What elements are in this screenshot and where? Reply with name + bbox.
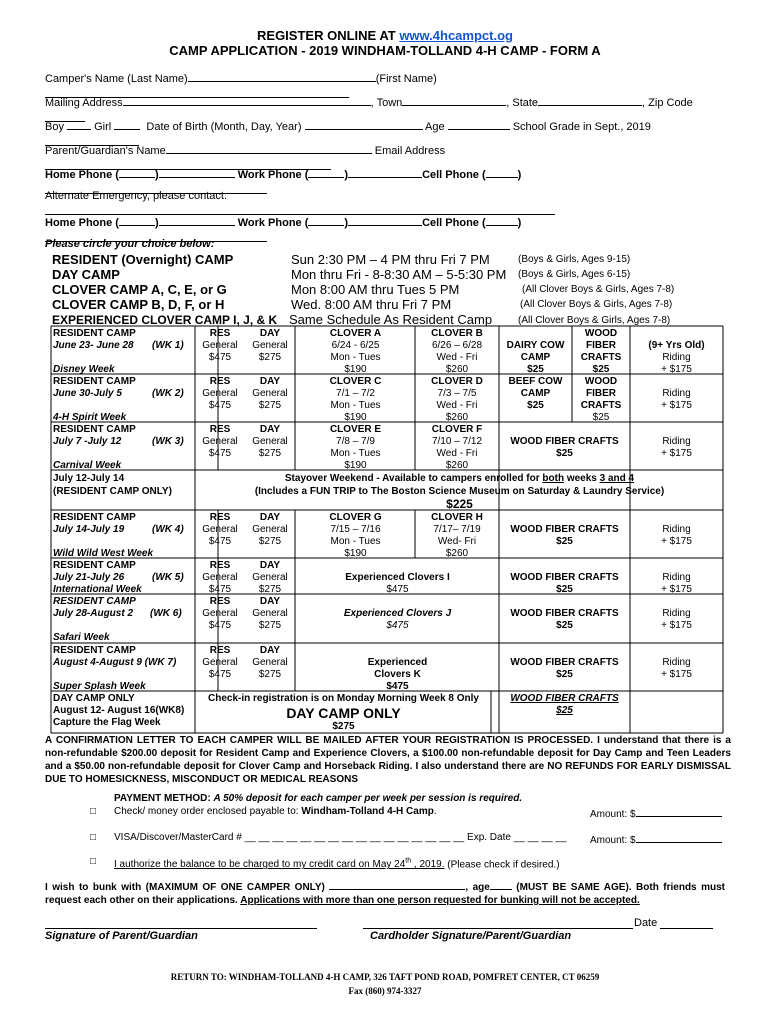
- address-row: Mailing Address , Town , State , Zip Code: [45, 94, 730, 126]
- wk7-theme: Super Splash Week: [53, 681, 146, 692]
- choice-clover-bdfh[interactable]: CLOVER CAMP B, D, F, or H: [52, 297, 225, 312]
- wk1-theme: Disney Week: [53, 364, 115, 375]
- clover-f-cell[interactable]: CLOVER F 7/10 – 7/12 Wed - Fri $260: [431, 424, 483, 471]
- bunk-friend-field[interactable]: [329, 880, 465, 890]
- wk3-number: (WK 3): [152, 436, 184, 447]
- phone-row-1: Home Phone ( ) Work Phone ( ) Cell Phone ( ): [45, 166, 730, 198]
- wk7-dates: August 4-August 9 (WK 7): [53, 657, 177, 668]
- check-option: Check/ money order enclosed payable to: Windham-Tolland 4-H Camp.: [114, 806, 437, 817]
- wood-fiber-cell-wk6[interactable]: WOOD FIBER CRAFTS $25: [510, 608, 619, 631]
- ages-clover-aceg: (All Clover Boys & Girls, Ages 7-8): [522, 284, 675, 295]
- register-link[interactable]: www.4hcampct.og: [399, 28, 513, 43]
- riding-cell-wk4[interactable]: Riding + $175: [661, 524, 692, 547]
- phone-row-2: Home Phone ( ) Work Phone ( ) Cell Phone ( ): [45, 214, 730, 246]
- return-address: RETURN TO: WINDHAM-TOLLAND 4-H CAMP, 326 TAFT POND ROAD, POMFRET CENTER, CT 06259: [170, 972, 600, 982]
- parent-signature-label: Signature of Parent/Guardian: [45, 930, 198, 942]
- day-cell-wk7[interactable]: DAY General $275: [252, 645, 288, 680]
- res-cell-wk7[interactable]: RES General $475: [202, 645, 238, 680]
- wk3-title: RESIDENT CAMP: [53, 424, 136, 435]
- wood-fiber-cell-wk1[interactable]: WOOD FIBER CRAFTS $25: [580, 328, 622, 375]
- beef-cow-cell[interactable]: BEEF COW CAMP $25: [508, 376, 563, 411]
- riding-cell-wk3[interactable]: Riding + $175: [661, 436, 692, 459]
- sched-experienced: Same Schedule As Resident Camp: [289, 312, 493, 327]
- sched-resident: Sun 2:30 PM – 4 PM thru Fri 7 PM: [291, 252, 490, 267]
- sched-day: Mon thru Fri - 8-8:30 AM – 5-5:30 PM: [291, 267, 507, 282]
- riding-cell-wk6[interactable]: Riding + $175: [661, 608, 692, 631]
- exp-clovers-j-cell[interactable]: Experienced Clovers J $475: [343, 608, 452, 631]
- checkin-note: Check-in registration is on Monday Morning Week 8 Only: [208, 693, 479, 704]
- card-checkbox[interactable]: □: [90, 832, 97, 843]
- res-cell-wk2[interactable]: RES General $475: [202, 376, 238, 411]
- riding-cell-wk7[interactable]: Riding + $175: [661, 657, 692, 680]
- bunk-age-field[interactable]: [490, 880, 512, 890]
- day-cell-wk5[interactable]: DAY General $275: [252, 560, 288, 595]
- wk4-theme: Wild Wild West Week: [53, 548, 154, 559]
- res-cell-wk5[interactable]: RES General $475: [202, 560, 238, 595]
- stayover-price[interactable]: $225: [446, 497, 473, 511]
- wood-fiber-cell-wk8[interactable]: WOOD FIBER CRAFTS $25: [510, 693, 619, 716]
- wk6-theme: Safari Week: [53, 632, 110, 643]
- stayover-dates: July 12-July 14: [53, 473, 125, 484]
- wk6-title: RESIDENT CAMP: [53, 596, 136, 607]
- clover-d-cell[interactable]: CLOVER D 7/3 – 7/5 Wed - Fri $260: [431, 376, 483, 423]
- wk1-number: (WK 1): [152, 340, 184, 351]
- wk8-dates: August 12- August 16(WK8): [53, 705, 185, 716]
- clover-c-cell[interactable]: CLOVER C 7/1 – 7/2 Mon - Tues $190: [329, 376, 382, 423]
- wk4-number: (WK 4): [152, 524, 184, 535]
- wood-fiber-cell-wk3[interactable]: WOOD FIBER CRAFTS $25: [510, 436, 619, 459]
- day-cell-wk6[interactable]: DAY General $275: [252, 596, 288, 631]
- clover-b-cell[interactable]: CLOVER B 6/26 – 6/28 Wed - Fri $260: [431, 328, 483, 375]
- payment-method: PAYMENT METHOD: A 50% deposit for each camper per week per session is required.: [114, 793, 523, 804]
- dairy-cow-cell[interactable]: DAIRY COW CAMP $25: [506, 340, 565, 375]
- alt-emergency-row: Alternate Emergency, please contact:: [45, 190, 730, 219]
- res-cell-wk6[interactable]: RES General $475: [202, 596, 238, 631]
- cardholder-signature-line[interactable]: [363, 928, 633, 929]
- card-number-field[interactable]: VISA/Discover/MasterCard # __ __ __ __ __ __ __ __ __ __ __ __ __ __ __ __ Exp. Date __ __ __ __: [114, 832, 567, 843]
- header-line-1: REGISTER ONLINE AT www.4hcampct.og: [257, 28, 513, 43]
- choice-resident[interactable]: RESIDENT (Overnight) CAMP: [52, 252, 234, 267]
- stayover-line-1: Stayover Weekend - Available to campers enrolled for both weeks 3 and 4: [284, 473, 635, 484]
- wk4-dates: July 14-July 19: [53, 524, 125, 535]
- wk8-theme: Capture the Flag Week: [53, 717, 161, 728]
- sched-clover-aceg: Mon 8:00 AM thru Tues 5 PM: [291, 282, 460, 297]
- form-title: CAMP APPLICATION - 2019 WINDHAM-TOLLAND 4-H CAMP - FORM A: [169, 43, 601, 58]
- res-cell-wk3[interactable]: RES General $475: [202, 424, 238, 459]
- check-checkbox[interactable]: □: [90, 806, 97, 817]
- wk2-dates: June 30-July 5: [53, 388, 122, 399]
- day-cell-wk3[interactable]: DAY General $275: [252, 424, 288, 459]
- wk3-theme: Carnival Week: [53, 460, 122, 471]
- card-amount-field[interactable]: [636, 832, 722, 843]
- stayover-line-2: (Includes a FUN TRIP to The Boston Science Museum on Saturday & Laundry Service): [254, 486, 665, 497]
- authorize-text: I authorize the balance to be charged to my credit card on May 24th , 2019. (Please check if desired.): [114, 858, 560, 871]
- wk6-number: (WK 6): [150, 608, 182, 619]
- wk2-title: RESIDENT CAMP: [53, 376, 136, 387]
- ages-resident: (Boys & Girls, Ages 9-15): [518, 254, 631, 265]
- card-amount: Amount: $: [590, 832, 722, 847]
- wk2-number: (WK 2): [152, 388, 184, 399]
- day-cell-wk2[interactable]: DAY General $275: [252, 376, 288, 411]
- choice-experienced[interactable]: EXPERIENCED CLOVER CAMP I, J, & K: [52, 313, 278, 327]
- ages-experienced: (All Clover Boys & Girls, Ages 7-8): [518, 315, 671, 326]
- ages-clover-bdfh: (All Clover Boys & Girls, Ages 7-8): [520, 299, 673, 310]
- day-cell-wk4[interactable]: DAY General $275: [252, 512, 288, 547]
- date-label: Date: [634, 917, 658, 929]
- choices-heading: Please circle your choice below:: [45, 238, 215, 250]
- wk7-title: RESIDENT CAMP: [53, 645, 136, 656]
- wood-fiber-cell-wk5[interactable]: WOOD FIBER CRAFTS $25: [510, 572, 619, 595]
- parent-signature-line[interactable]: [45, 928, 317, 929]
- wood-fiber-cell-wk2[interactable]: WOOD FIBER CRAFTS $25: [580, 376, 622, 423]
- res-cell-wk1[interactable]: RES General $475: [202, 328, 238, 363]
- exp-clovers-i-cell[interactable]: Experienced Clovers I $475: [345, 572, 450, 595]
- authorize-checkbox[interactable]: □: [90, 856, 97, 867]
- wood-fiber-cell-wk4[interactable]: WOOD FIBER CRAFTS $25: [510, 524, 619, 547]
- day-cell-wk1[interactable]: DAY General $275: [252, 328, 288, 363]
- day-camp-only-label[interactable]: DAY CAMP ONLY: [286, 705, 401, 721]
- riding-cell-wk1[interactable]: (9+ Yrs Old) Riding + $175: [648, 340, 705, 375]
- wk5-number: (WK 5): [152, 572, 184, 583]
- clover-h-cell[interactable]: CLOVER H 7/17– 7/19 Wed- Fri $260: [431, 512, 483, 559]
- wk2-theme: 4-H Spirit Week: [53, 412, 127, 423]
- clover-g-cell[interactable]: CLOVER G 7/15 – 7/16 Mon - Tues $190: [329, 512, 382, 559]
- wk6-dates: July 28-August 2: [53, 608, 134, 619]
- choice-day[interactable]: DAY CAMP: [52, 267, 120, 282]
- res-cell-wk4[interactable]: RES General $475: [202, 512, 238, 547]
- exp-clovers-k-cell[interactable]: Experienced Clovers K $475: [367, 657, 428, 692]
- wk1-dates: June 23- June 28: [53, 340, 134, 351]
- cardholder-signature-label: Cardholder Signature/Parent/Guardian: [370, 930, 572, 942]
- choice-clover-aceg[interactable]: CLOVER CAMP A, C, E, or G: [52, 282, 227, 297]
- check-amount-field[interactable]: [636, 806, 722, 817]
- parent-row: Parent/Guardian's Name Email Address: [45, 142, 730, 174]
- wood-fiber-cell-wk7[interactable]: WOOD FIBER CRAFTS $25: [510, 657, 619, 680]
- ages-day: (Boys & Girls, Ages 6-15): [518, 269, 631, 280]
- camper-name-row: Camper's Name (Last Name) (First Name): [45, 70, 730, 102]
- wk5-theme: International Week: [53, 584, 142, 595]
- fax-number: Fax (860) 974-3327: [348, 986, 422, 996]
- confirmation-text: A CONFIRMATION LETTER TO EACH CAMPER WILL BE MAILED AFTER YOUR REGISTRATION IS PROCESSED. I understand that there is a non-refundable $200.00 deposit for Resident Camp and Experience Clovers, a $100.00 non-refundable deposit for Day Camp and Teen Leaders and a $50.00 non-refundable deposit for Clover Camp and Horseback Riding. I also understand there are NO REFUNDS FOR EARLY DISMISSAL DUE TO HOMESICKNESS, MISCONDUCT OR MEDICAL REASONS: [45, 735, 731, 785]
- boy-girl-row: Boy Girl Date of Birth (Month, Day, Year) Age School Grade in Sept., 2019: [45, 118, 730, 150]
- wk4-title: RESIDENT CAMP: [53, 512, 136, 523]
- wk8-title: DAY CAMP ONLY: [53, 693, 135, 704]
- clover-a-cell[interactable]: CLOVER A 6/24 - 6/25 Mon - Tues $190: [329, 328, 382, 375]
- sched-clover-bdfh: Wed. 8:00 AM thru Fri 7 PM: [291, 297, 452, 312]
- day-camp-only-price[interactable]: $275: [332, 721, 355, 732]
- wk5-title: RESIDENT CAMP: [53, 560, 136, 571]
- clover-e-cell[interactable]: CLOVER E 7/8 – 7/9 Mon - Tues $190: [329, 424, 382, 471]
- riding-cell-wk5[interactable]: Riding + $175: [661, 572, 692, 595]
- bunk-request: I wish to bunk with (MAXIMUM OF ONE CAMPER ONLY) , age (MUST BE SAME AGE). Both friends must request each other on their applications. Applications with more than one person requested for bunking will not be accepted.: [45, 882, 725, 906]
- stayover-note: (RESIDENT CAMP ONLY): [53, 486, 172, 497]
- wk1-title: RESIDENT CAMP: [53, 328, 136, 339]
- wk5-dates: July 21-July 26: [53, 572, 125, 583]
- date-field[interactable]: [660, 928, 713, 929]
- check-amount: Amount: $: [590, 806, 722, 821]
- wk3-dates: July 7 -July 12: [53, 436, 122, 447]
- riding-cell-wk2[interactable]: Riding + $175: [661, 388, 692, 411]
